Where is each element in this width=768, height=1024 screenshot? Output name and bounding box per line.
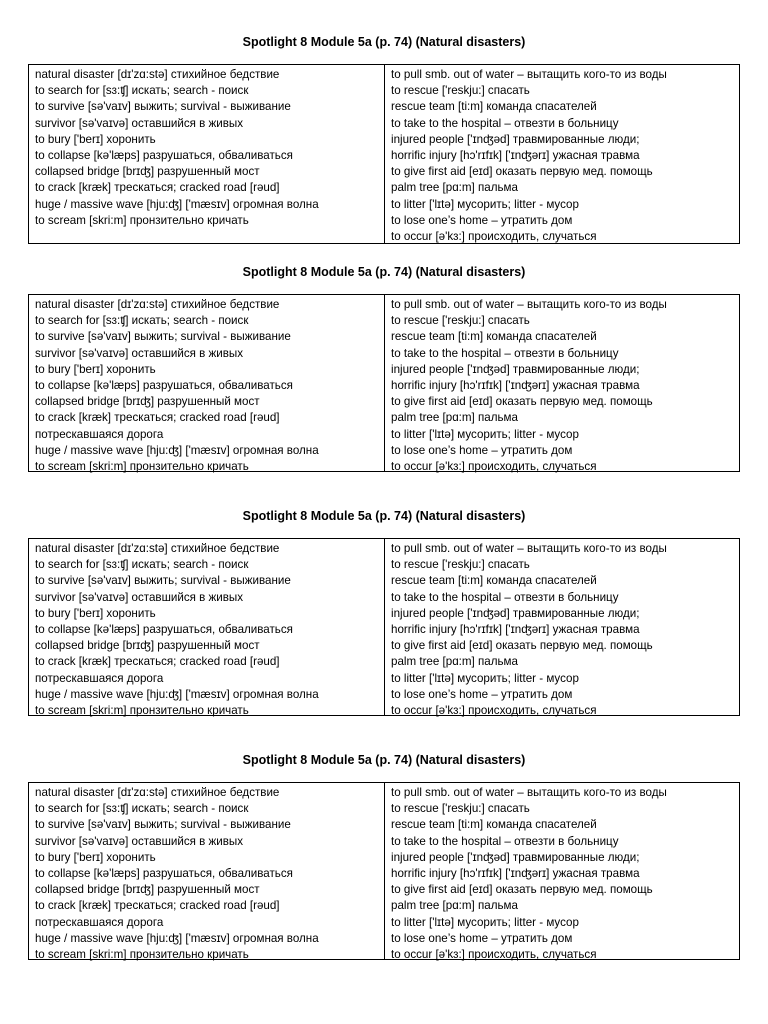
vocab-entry: natural disaster [dɪ'zɑ:stə] стихийное бедствие	[35, 786, 280, 799]
card-title: Spotlight 8 Module 5a (p. 74) (Natural disasters)	[242, 265, 526, 279]
vocab-entry: to pull smb. out of water – вытащить кого-то из воды	[391, 68, 667, 81]
vocab-entry: to scream [skri:m] пронзительно кричать	[35, 459, 249, 473]
vocab-entry: huge / massive wave [hju:ʤ] ['mæsɪv] огромная волна	[35, 931, 319, 945]
vocab-entry: to crack [kræk] трескаться; cracked road [rəud]	[35, 899, 280, 913]
vocab-entry: palm tree [pɑ:m] пальма	[391, 181, 518, 195]
vocab-entry: to give first aid [eɪd] оказать первую мед. помощь	[391, 639, 653, 653]
vocab-entry: to give first aid [eɪd] оказать первую мед. помощь	[391, 395, 653, 409]
vocab-entry: survivor [sə'vaɪvə] оставшийся в живых	[35, 834, 244, 848]
vocab-entry: horrific injury [hɔ'rɪfɪk] ['ɪnʤərɪ] ужасная травма	[391, 378, 640, 392]
vocab-entry: horrific injury [hɔ'rɪfɪk] ['ɪnʤərɪ] ужасная травма	[391, 866, 640, 880]
right-column	[385, 65, 739, 243]
vocab-entry: to crack [kræk] трескаться; cracked road [rəud]	[35, 411, 280, 425]
vocab-table	[28, 64, 740, 244]
vocab-entry: rescue team [ti:m] команда спасателей	[391, 330, 597, 344]
vocab-entry: collapsed bridge [brɪʤ] разрушенный мост	[35, 165, 260, 179]
vocab-entry: rescue team [ti:m] команда спасателей	[391, 100, 597, 114]
vocab-entry: collapsed bridge [brɪʤ] разрушенный мост	[35, 395, 260, 409]
card-title: Spotlight 8 Module 5a (p. 74) (Natural disasters)	[242, 509, 526, 523]
vocab-entry: to scream [skri:m] пронзительно кричать	[35, 213, 249, 227]
vocab-entry: to take to the hospital – отвезти в больницу	[391, 590, 619, 604]
vocab-entry: to occur [ə'kɜ:] происходить, случаться	[391, 703, 597, 717]
vocab-entry: to lose one’s home – утратить дом	[391, 931, 573, 945]
vocab-entry: to take to the hospital – отвезти в больницу	[391, 834, 619, 848]
vocab-entry: to take to the hospital – отвезти в больницу	[391, 346, 619, 360]
vocab-entry: collapsed bridge [brɪʤ] разрушенный мост	[35, 639, 260, 653]
vocab-entry: to scream [skri:m] пронзительно кричать	[35, 947, 249, 961]
vocab-entry: to collapse [kə'læps] разрушаться, обваливаться	[35, 622, 293, 636]
vocab-entry: потрескавшаяся дорога	[35, 671, 164, 685]
right-column	[385, 295, 739, 471]
vocab-entry: to lose one’s home – утратить дом	[391, 443, 573, 457]
vocab-entry: to search for [sɜ:ʧ] искать; search - поиск	[35, 558, 249, 572]
vocab-entry: to search for [sɜ:ʧ] искать; search - поиск	[35, 802, 249, 816]
vocab-entry: to bury ['berɪ] хоронить	[35, 850, 156, 864]
vocab-entry: to occur [ə'kɜ:] происходить, случаться	[391, 947, 597, 961]
left-column	[29, 295, 385, 471]
vocab-entry: to collapse [kə'læps] разрушаться, обваливаться	[35, 866, 293, 880]
right-column	[385, 539, 739, 715]
left-column	[29, 65, 385, 243]
vocab-entry: palm tree [pɑ:m] пальма	[391, 411, 518, 425]
vocab-entry: потрескавшаяся дорога	[35, 915, 164, 929]
vocab-entry: to rescue ['reskju:] спасать	[391, 558, 530, 572]
vocab-entry: to rescue ['reskju:] спасать	[391, 802, 530, 816]
vocab-entry: to give first aid [eɪd] оказать первую мед. помощь	[391, 165, 653, 179]
vocab-entry: to rescue ['reskju:] спасать	[391, 84, 530, 98]
vocab-entry: natural disaster [dɪ'zɑ:stə] стихийное бедствие	[35, 298, 280, 311]
vocab-entry: to give first aid [eɪd] оказать первую мед. помощь	[391, 883, 653, 897]
vocab-entry: collapsed bridge [brɪʤ] разрушенный мост	[35, 883, 260, 897]
vocab-entry: to litter ['lɪtə] мусорить; litter - мусор	[391, 671, 579, 685]
right-column	[385, 783, 739, 959]
vocab-entry: to occur [ə'kɜ:] происходить, случаться	[391, 229, 597, 243]
vocab-table	[28, 782, 740, 960]
vocab-entry: to search for [sɜ:ʧ] искать; search - поиск	[35, 84, 249, 98]
vocab-entry: survivor [sə'vaɪvə] оставшийся в живых	[35, 346, 244, 360]
vocab-entry: huge / massive wave [hju:ʤ] ['mæsɪv] огромная волна	[35, 443, 319, 457]
vocab-entry: to litter ['lɪtə] мусорить; litter - мусор	[391, 197, 579, 211]
vocab-entry: потрескавшаяся дорога	[35, 427, 164, 441]
vocab-entry: to survive [sə'vaɪv] выжить; survival - выживание	[35, 818, 291, 832]
vocab-entry: to survive [sə'vaɪv] выжить; survival - выживание	[35, 574, 291, 588]
vocab-entry: to crack [kræk] трескаться; cracked road [rəud]	[35, 655, 280, 669]
vocab-entry: to search for [sɜ:ʧ] искать; search - поиск	[35, 314, 249, 328]
vocab-table	[28, 538, 740, 716]
vocab-entry: survivor [sə'vaɪvə] оставшийся в живых	[35, 590, 244, 604]
vocab-entry: rescue team [ti:m] команда спасателей	[391, 818, 597, 832]
vocab-entry: palm tree [pɑ:m] пальма	[391, 655, 518, 669]
left-column	[29, 539, 385, 715]
vocab-entry: to bury ['berɪ] хоронить	[35, 132, 156, 146]
card-title: Spotlight 8 Module 5a (p. 74) (Natural disasters)	[242, 753, 526, 767]
card-title: Spotlight 8 Module 5a (p. 74) (Natural disasters)	[242, 35, 526, 49]
vocab-entry: to take to the hospital – отвезти в больницу	[391, 116, 619, 130]
vocab-entry: to pull smb. out of water – вытащить кого-то из воды	[391, 298, 667, 311]
vocab-entry: horrific injury [hɔ'rɪfɪk] ['ɪnʤərɪ] ужасная травма	[391, 622, 640, 636]
vocab-entry: to lose one’s home – утратить дом	[391, 687, 573, 701]
vocab-entry: to scream [skri:m] пронзительно кричать	[35, 703, 249, 717]
vocab-entry: injured people ['ɪnʤəd] травмированные люди;	[391, 362, 640, 376]
vocab-entry: injured people ['ɪnʤəd] травмированные люди;	[391, 850, 640, 864]
vocab-entry: to collapse [kə'læps] разрушаться, обваливаться	[35, 378, 293, 392]
vocab-entry: survivor [sə'vaɪvə] оставшийся в живых	[35, 116, 244, 130]
vocab-entry: palm tree [pɑ:m] пальма	[391, 899, 518, 913]
vocab-entry: to pull smb. out of water – вытащить кого-то из воды	[391, 786, 667, 799]
vocab-entry: injured people ['ɪnʤəd] травмированные люди;	[391, 132, 640, 146]
vocab-entry: injured people ['ɪnʤəd] травмированные люди;	[391, 606, 640, 620]
vocab-entry: to bury ['berɪ] хоронить	[35, 606, 156, 620]
vocab-entry: natural disaster [dɪ'zɑ:stə] стихийное бедствие	[35, 542, 280, 555]
vocab-entry: huge / massive wave [hju:ʤ] ['mæsɪv] огромная волна	[35, 687, 319, 701]
vocab-entry: to survive [sə'vaɪv] выжить; survival - выживание	[35, 330, 291, 344]
vocab-entry: to collapse [kə'læps] разрушаться, обваливаться	[35, 148, 293, 162]
vocab-entry: natural disaster [dɪ'zɑ:stə] стихийное бедствие	[35, 68, 280, 81]
vocab-entry: horrific injury [hɔ'rɪfɪk] ['ɪnʤərɪ] ужасная травма	[391, 148, 640, 162]
vocab-entry: to survive [sə'vaɪv] выжить; survival - выживание	[35, 100, 291, 114]
vocab-entry: to rescue ['reskju:] спасать	[391, 314, 530, 328]
left-column	[29, 783, 385, 959]
vocab-table	[28, 294, 740, 472]
vocab-entry: to litter ['lɪtə] мусорить; litter - мусор	[391, 915, 579, 929]
vocab-entry: to occur [ə'kɜ:] происходить, случаться	[391, 459, 597, 473]
vocab-entry: huge / massive wave [hju:ʤ] ['mæsɪv] огромная волна	[35, 197, 319, 211]
vocab-entry: to crack [kræk] трескаться; cracked road [rəud]	[35, 181, 280, 195]
vocab-entry: to litter ['lɪtə] мусорить; litter - мусор	[391, 427, 579, 441]
vocab-entry: rescue team [ti:m] команда спасателей	[391, 574, 597, 588]
vocab-entry: to lose one’s home – утратить дом	[391, 213, 573, 227]
vocab-entry: to bury ['berɪ] хоронить	[35, 362, 156, 376]
vocab-entry: to pull smb. out of water – вытащить кого-то из воды	[391, 542, 667, 555]
